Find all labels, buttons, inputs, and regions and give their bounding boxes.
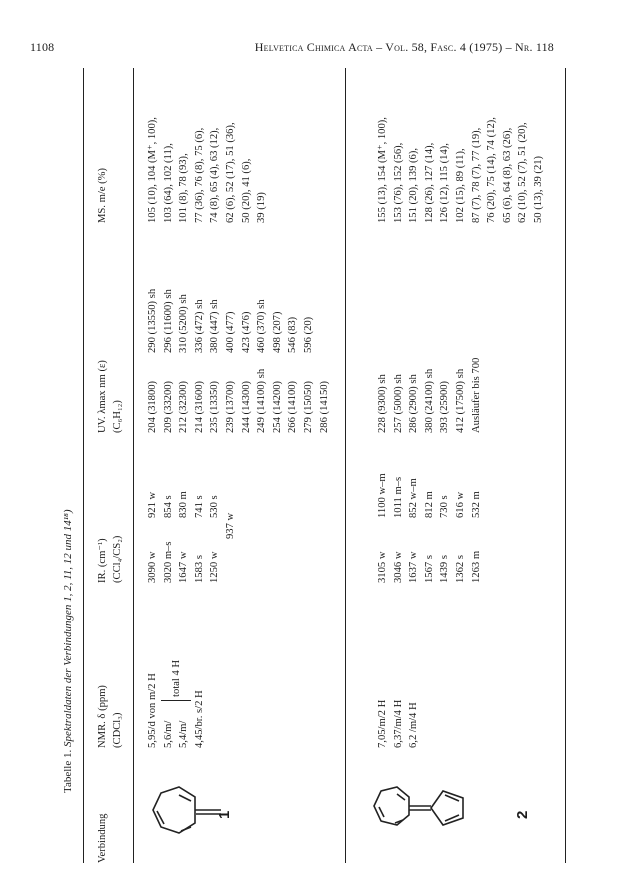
structure-2 xyxy=(369,751,485,861)
header-rule xyxy=(133,68,134,863)
caption-text: Spektraldaten der Verbindungen 1, 2, 11, 12 und 14¹⁸) xyxy=(62,509,74,748)
nmr-brace-1: total 4 H xyxy=(161,660,191,703)
running-head: Helvetica Chimica Acta – Vol. 58, Fasc. 4 (1975) – Nr. 118 xyxy=(254,40,554,54)
ir-column-1a: 3090 w 3020 m–s 1647 w 1583 s 1250 w 937 w xyxy=(147,512,236,583)
header-ir: IR. (cm⁻¹) (CCl₄/CS₂) xyxy=(97,535,123,583)
nmr-column-1: 5,95/d von m/2 H 5,6/m/ 5,4/m/ 4,45/br. s/2 H xyxy=(147,673,205,748)
caption-label: Tabelle 1. xyxy=(62,749,74,793)
page-number: 1108 xyxy=(30,40,55,54)
uv-column-1a: 204 (31800) 209 (33200) 212 (32300) 214 (31600) 235 (13350) 239 (13700) 244 (14300) 249 (14100) sh 254 (14200) 266 (14100) 279 (15050) 286 (14150) xyxy=(147,368,330,433)
header-ms: MS. m/e (%) xyxy=(97,167,108,223)
ms-column-2: 155 (13), 154 (M⁺, 100), 153 (76), 152 (56), 151 (20), 139 (6), 128 (26), 127 (14), 126 (12), 115 (14), 102 (15), 89 (11), 87 (7), 78 (7), 77 (19), 76 (20), 75 (14), 74 (12), 65 (6), 64 (8), 63 (26), 62 (10), 52 (7), 51 (20), 50 (13), 39 (21) xyxy=(377,117,544,223)
spectral-data-table xyxy=(55,68,575,863)
uv-column-2: 228 (9300) sh 257 (5000) sh 286 (2900) sh 380 (24100) sh 393 (25900) 412 (17500) sh Ausläufer bis 700 xyxy=(377,357,482,433)
page-header xyxy=(30,40,594,58)
nmr-column-2: 7,05/m/2 H 6,37/m/4 H 6,2 /m/4 H xyxy=(377,699,420,748)
top-rule xyxy=(83,68,84,863)
uv-column-1b: 290 (13550) sh 296 (11600) sh 310 (5200) sh 336 (472) sh 380 (447) sh 400 (477) 423 (476) 460 (370) sh 498 (207) 546 (83) 596 (20) xyxy=(147,288,314,353)
compound-number-1: 1 xyxy=(216,810,233,819)
header-uv: UV. λmax nm (ε) (C₆H₁₂) xyxy=(97,360,123,433)
structure-1 xyxy=(143,765,229,855)
ir-column-2a: 3105 w 3046 w 1637 w 1567 s 1439 s 1362 s 1263 m xyxy=(377,550,482,583)
header-nmr: NMR. δ (ppm) (CDCl₃) xyxy=(97,685,123,748)
ir-column-1b: 921 w 854 s 830 m 741 s 530 s xyxy=(147,491,221,518)
ms-column-1: 105 (10), 104 (M⁺, 100), 103 (64), 102 (11), 101 (8), 78 (93), 77 (36), 76 (8), 75 (6), 74 (8), 65 (4), 63 (12), 62 (6), 52 (17), 51 (36), 50 (20), 41 (6), 39 (19) xyxy=(147,117,268,223)
ir-column-2b: 1100 w–m 1011 m–s 852 w–m 812 m 730 s 616 w 532 m xyxy=(377,473,482,518)
header-compound: Verbindung xyxy=(97,813,108,863)
table-caption xyxy=(61,509,77,793)
row-separator xyxy=(345,68,346,863)
compound-number-2: 2 xyxy=(514,810,531,819)
bottom-rule xyxy=(565,68,566,863)
